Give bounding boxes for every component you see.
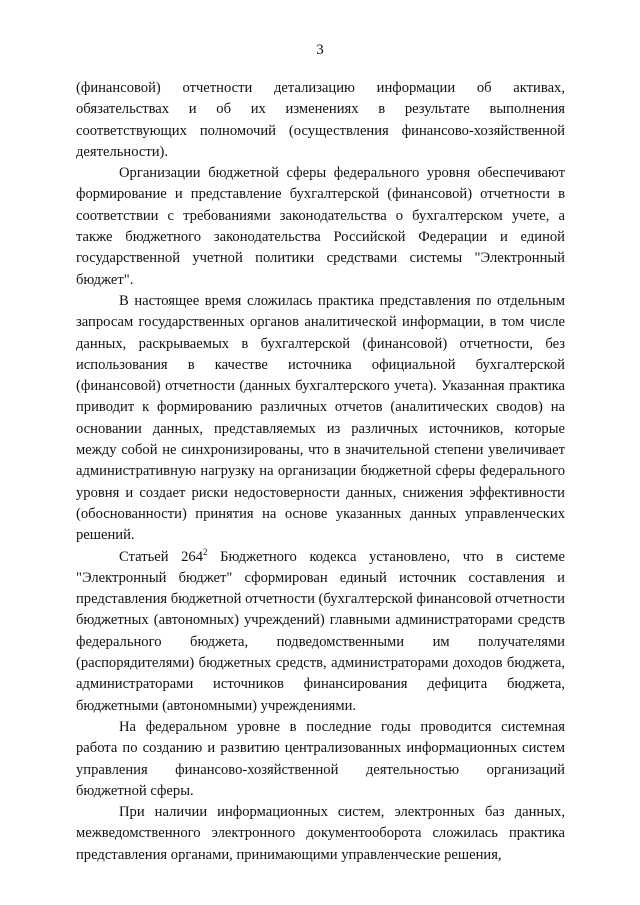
document-body [76, 78, 565, 866]
paragraph-4-rest: Бюджетного кодекса установлено, что в системе "Электронный бюджет" сформирован единый источник составления и представления бюджетной отчетности (бухгалтерской финансовой отчетности бюджетных (автономных) учреждений) главными администраторами средств федерального бюджета, подведомственными им получателями (распорядителями) бюджетных средств, администраторами доходов бюджета, администраторами источников финансирования дефицита бюджета, бюджетными (автономными) учреждениями. [76, 548, 565, 714]
page-number: 3 [316, 42, 324, 58]
paragraph-1: (финансовой) отчетности детализацию информации об активах, обязательствах и об их изменениях в результате выполнения соответствующих полномочий (осуществления финансово-хозяйственной деятельности). [76, 80, 565, 160]
paragraph-2: Организации бюджетной сферы федерального уровня обеспечивают формирование и представление бухгалтерской (финансовой) отчетности в соответствии с требованиями законодательства о бухгалтерском учете, а также бюджетного законодательства Российской Федерации и единой государственной учетной политики средствами системы "Электронный бюджет". [76, 165, 565, 288]
paragraph-3: В настоящее время сложилась практика представления по отдельным запросам государственных органов аналитической информации, в том числе данных, раскрываемых в бухгалтерской (финансовой) отчетности, без использования в качестве источника официальной бухгалтерской (финансовой) отчетности (данных бухгалтерского учета). Указанная практика приводит к формированию различных отчетов (аналитических сводов) на основании данных, представляемых из различных источников, которые между собой не синхронизированы, что в значительной степени увеличивает административную нагрузку на организации бюджетной сферы федерального уровня и создает риски недостоверности данных, снижения эффективности (обоснованности) принятия на основе указанных данных управленческих решений. [76, 292, 565, 544]
article-superscript: 2 [203, 546, 208, 557]
paragraph-4-start: Статьей 264 [119, 548, 204, 565]
paragraph-5: На федеральном уровне в последние годы проводится системная работа по созданию и развитию централизованных информационных систем управления финансово-хозяйственной деятельностью организаций бюджетной сферы. [76, 718, 565, 799]
paragraph-6: При наличии информационных систем, электронных баз данных, межведомственного электронного документооборота сложилась практика представления органами, принимающими управленческие решения, [76, 804, 565, 863]
paragraph-4 [76, 547, 565, 717]
